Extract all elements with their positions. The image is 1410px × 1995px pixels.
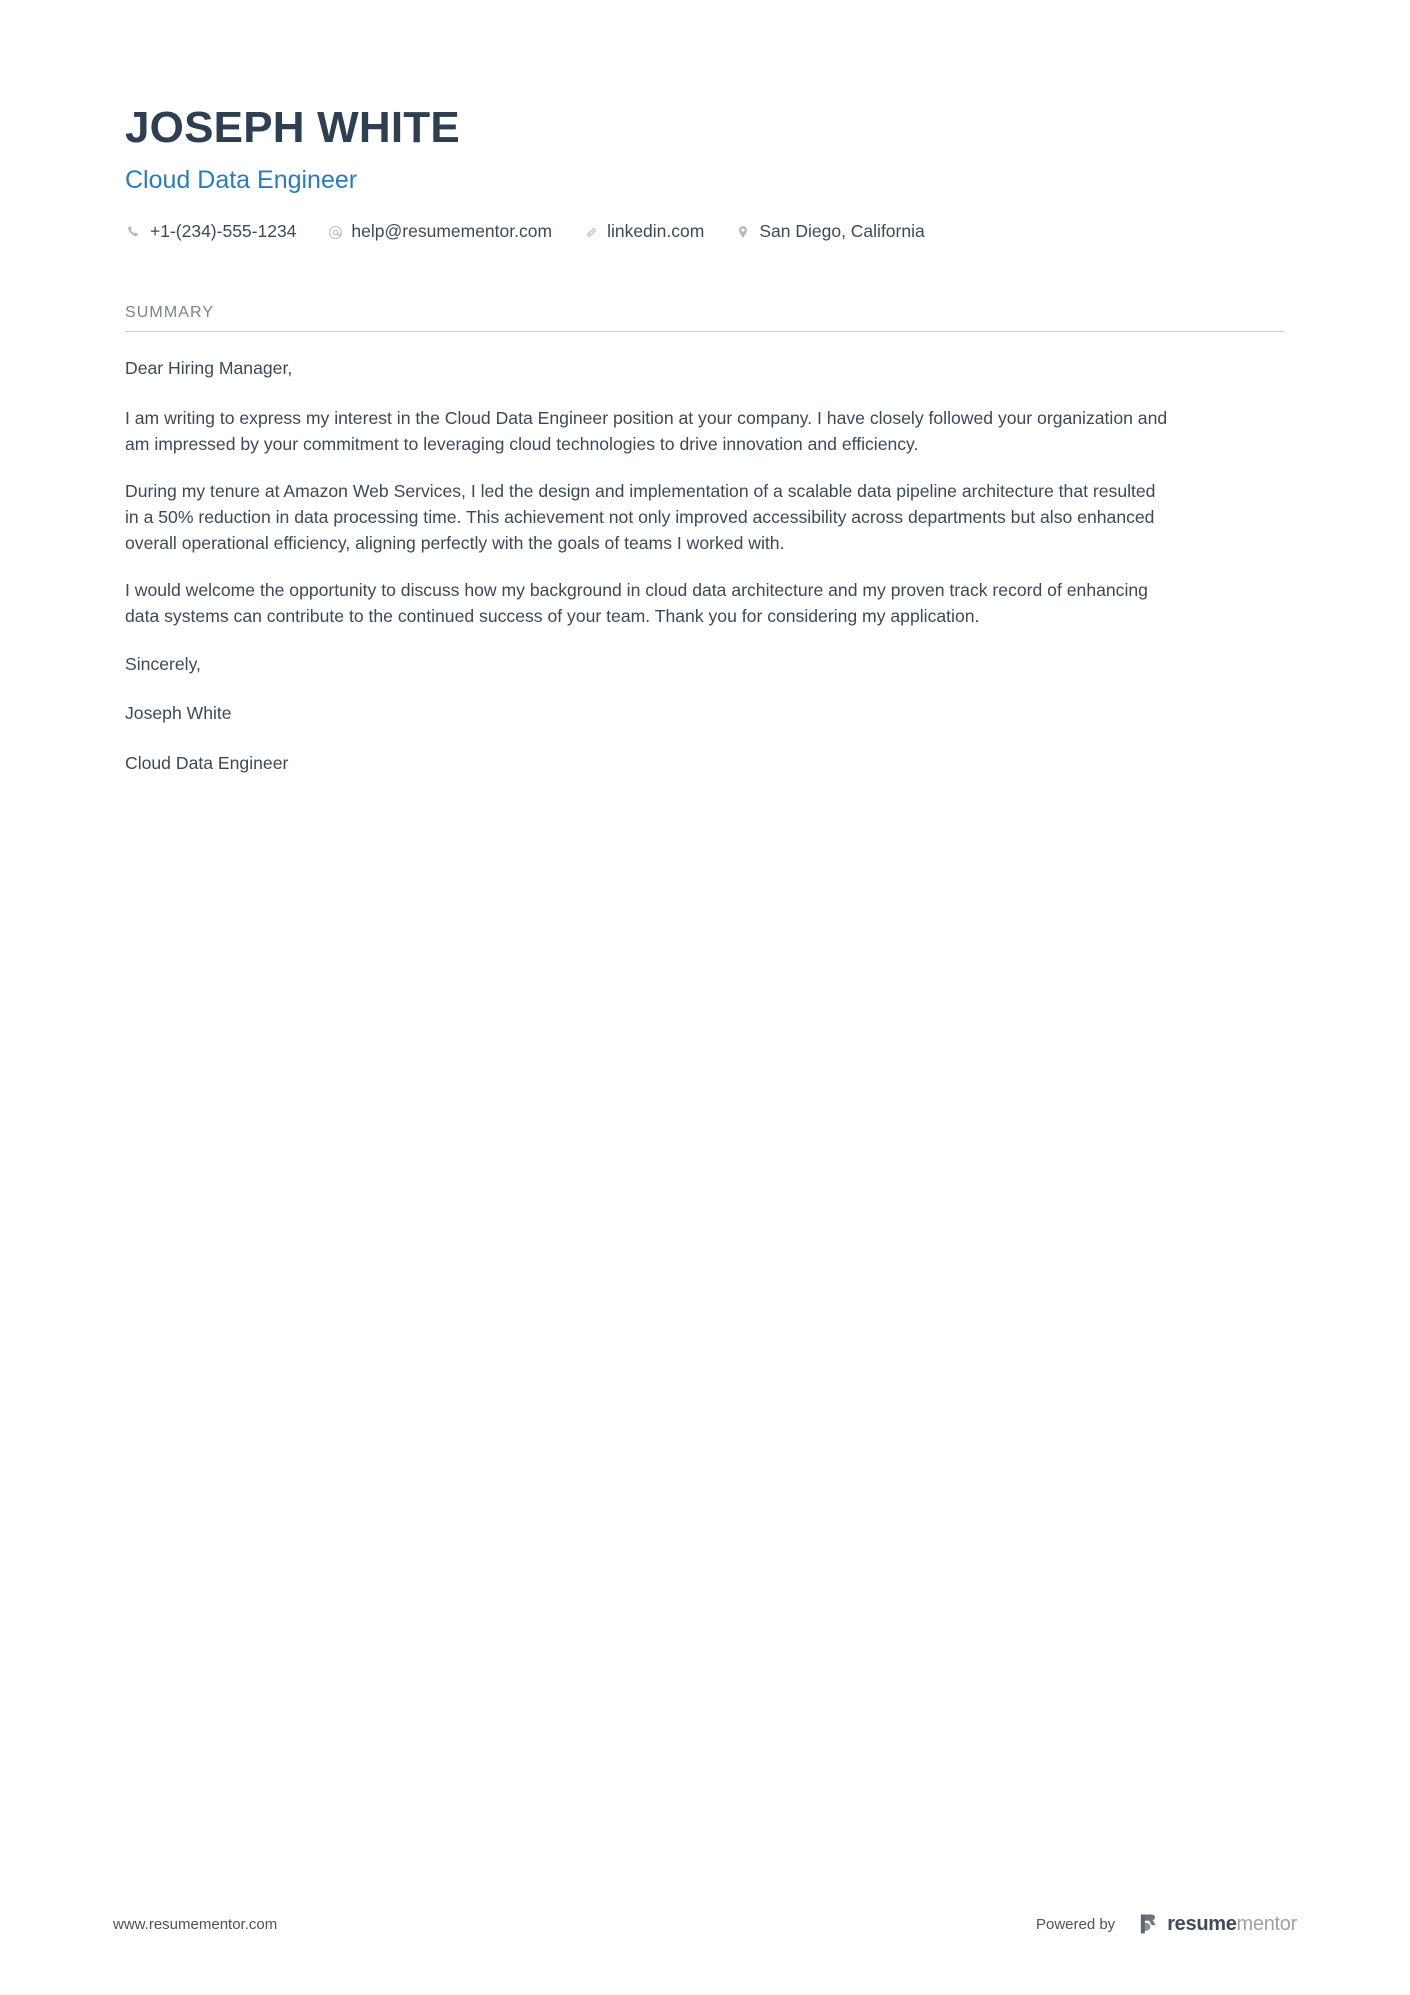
resumementor-logo[interactable] xyxy=(1139,1913,1297,1935)
letter-signature-title: Cloud Data Engineer xyxy=(125,752,289,773)
contact-linkedin[interactable] xyxy=(582,223,704,241)
summary-section xyxy=(125,304,1285,776)
letter-salutation: Dear Hiring Manager, xyxy=(125,358,293,379)
contact-phone[interactable] xyxy=(125,223,296,241)
contact-location xyxy=(734,223,924,241)
email-icon xyxy=(326,223,344,241)
powered-by-label: Powered by xyxy=(1035,1915,1116,1933)
letter-paragraph-2: During my tenure at Amazon Web Services, I led the design and implementation of a scalable data pipeline architecture that resulted in a 50% reduction in data processing time. This achievement not only improved accessibility across departments but also enhanced overall operational efficiency, aligning perfectly with the goals of teams I worked with. xyxy=(125,481,1156,553)
contact-email-text: help@resumementor.com xyxy=(351,221,553,242)
letter-header xyxy=(125,0,1285,241)
job-title: Cloud Data Engineer xyxy=(125,166,358,195)
contact-phone-text: +1-(234)-555-1234 xyxy=(150,221,297,242)
location-pin-icon xyxy=(734,223,752,241)
letter-signature-name: Joseph White xyxy=(125,703,232,724)
brand-name-primary: resume xyxy=(1167,1913,1237,1935)
brand-mark-icon xyxy=(1139,1913,1160,1935)
contact-email[interactable] xyxy=(326,223,552,241)
contact-row xyxy=(125,223,1285,241)
brand-name-secondary: mentor xyxy=(1236,1913,1297,1935)
phone-icon xyxy=(125,223,143,241)
letter-body xyxy=(125,332,1285,776)
contact-location-text: San Diego, California xyxy=(759,221,925,242)
letter-paragraph-1: I am writing to express my interest in the Cloud Data Engineer position at your company. I have closely followed your organization and am impressed by your commitment to leveraging cloud technologies to drive innovation and efficiency. xyxy=(125,407,1168,454)
link-icon xyxy=(582,223,600,241)
letter-paragraph-3: I would welcome the opportunity to discuss how my background in cloud data architecture and my proven track record of enhancing data systems can contribute to the continued success of your team. Thank you for considering my application. xyxy=(125,580,1148,626)
footer-website[interactable]: www.resumementor.com xyxy=(113,1915,278,1933)
letter-signoff: Sincerely, xyxy=(125,653,201,674)
page-footer xyxy=(113,1913,1297,1935)
footer-branding xyxy=(1036,1913,1297,1935)
page-title: JOSEPH WHITE xyxy=(125,103,460,152)
contact-linkedin-text: linkedin.com xyxy=(607,221,705,242)
section-heading-summary: SUMMARY xyxy=(125,304,215,322)
document-content xyxy=(125,0,1285,777)
